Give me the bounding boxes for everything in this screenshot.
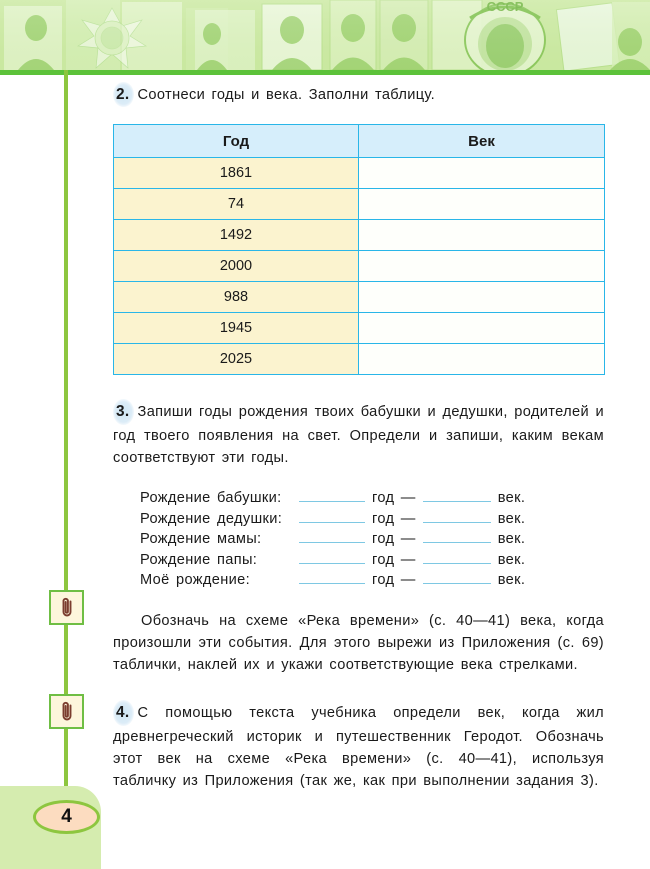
year-blank-input[interactable] <box>299 550 365 564</box>
year-blank-input[interactable] <box>299 488 365 502</box>
header-divider-rule <box>0 70 650 75</box>
century-answer-cell[interactable] <box>359 189 605 220</box>
fill-suffix: век. <box>497 551 526 568</box>
fill-separator: год — <box>372 510 416 527</box>
year-cell: 1492 <box>114 220 359 251</box>
year-cell: 2000 <box>114 251 359 282</box>
fill-label: Рождение мамы: <box>140 531 262 548</box>
fill-suffix: век. <box>497 490 526 507</box>
table-row <box>114 313 605 344</box>
table-row <box>114 344 605 375</box>
collage-artwork <box>0 0 650 70</box>
century-answer-cell[interactable] <box>359 282 605 313</box>
fill-label: Моё рождение: <box>140 572 251 589</box>
task-2-text: Соотнеси годы и века. Заполни таблицу. <box>137 87 436 103</box>
fill-row-grandmother <box>140 488 604 509</box>
fill-label: Рождение бабушки: <box>140 490 282 507</box>
fill-separator: год — <box>372 531 416 548</box>
year-cell: 74 <box>114 189 359 220</box>
fill-label: Рождение дедушки: <box>140 510 283 527</box>
table-row <box>114 251 605 282</box>
year-blank-input[interactable] <box>299 570 365 584</box>
century-answer-cell[interactable] <box>359 251 605 282</box>
century-blank-input[interactable] <box>423 550 491 564</box>
century-blank-input[interactable] <box>423 570 491 584</box>
year-cell: 1861 <box>114 158 359 189</box>
fill-separator: год — <box>372 572 416 589</box>
page-content <box>113 82 604 792</box>
column-header-century: Век <box>359 125 605 158</box>
century-blank-input[interactable] <box>423 488 491 502</box>
table-row <box>114 158 605 189</box>
paperclip-icon <box>49 590 84 625</box>
fill-row-mother <box>140 529 604 550</box>
year-blank-input[interactable] <box>299 509 365 523</box>
century-blank-input[interactable] <box>423 509 491 523</box>
fill-row-self <box>140 570 604 591</box>
table-header-row <box>114 125 605 158</box>
task-3-paragraph: Обозначь на схеме «Река времени» (с. 40—41) века, когда произошли эти события. Для этого вырежи из Приложения (с. 69) таблички, наклей их и укажи соответствующие века стрелками. <box>113 612 604 673</box>
fill-suffix: век. <box>497 510 526 527</box>
task-3-number: 3. <box>113 399 134 424</box>
years-centuries-table <box>113 124 605 375</box>
year-cell: 1945 <box>114 313 359 344</box>
fill-label: Рождение папы: <box>140 551 258 568</box>
task-2 <box>113 82 604 107</box>
fill-separator: год — <box>372 551 416 568</box>
table-row <box>114 220 605 251</box>
year-cell: 988 <box>114 282 359 313</box>
column-header-year: Год <box>114 125 359 158</box>
fill-row-grandfather <box>140 509 604 530</box>
task-3-text: Запиши годы рождения твоих бабушки и дедушки, родителей и год твоего появления на свет. Определи и запиши, каким векам соответствуют эти годы. <box>113 404 604 466</box>
svg-text:СССР: СССР <box>486 0 524 14</box>
century-answer-cell[interactable] <box>359 220 605 251</box>
table-row <box>114 282 605 313</box>
fill-row-father <box>140 550 604 571</box>
century-blank-input[interactable] <box>423 529 491 543</box>
fill-suffix: век. <box>497 531 526 548</box>
century-answer-cell[interactable] <box>359 158 605 189</box>
task-4-text: С помощью текста учебника определи век, когда жил древнегреческий историк и путешественник Геродот. Обозначь этот век на схеме «Река времени» (с. 40—41), используя табличку из Приложения (так же, как при выполнении задания 3). <box>113 705 604 789</box>
year-blank-input[interactable] <box>299 529 365 543</box>
fill-separator: год — <box>372 490 416 507</box>
task-3 <box>113 399 604 469</box>
task-4 <box>113 700 604 792</box>
header-photo-collage <box>0 0 650 70</box>
table-row <box>114 189 605 220</box>
task-2-number: 2. <box>113 82 134 107</box>
year-cell: 2025 <box>114 344 359 375</box>
century-answer-cell[interactable] <box>359 344 605 375</box>
page-number: 4 <box>33 800 100 834</box>
century-answer-cell[interactable] <box>359 313 605 344</box>
fill-suffix: век. <box>497 572 526 589</box>
task-4-number: 4. <box>113 700 134 725</box>
paperclip-icon <box>49 694 84 729</box>
birth-year-fill-list <box>140 488 604 591</box>
